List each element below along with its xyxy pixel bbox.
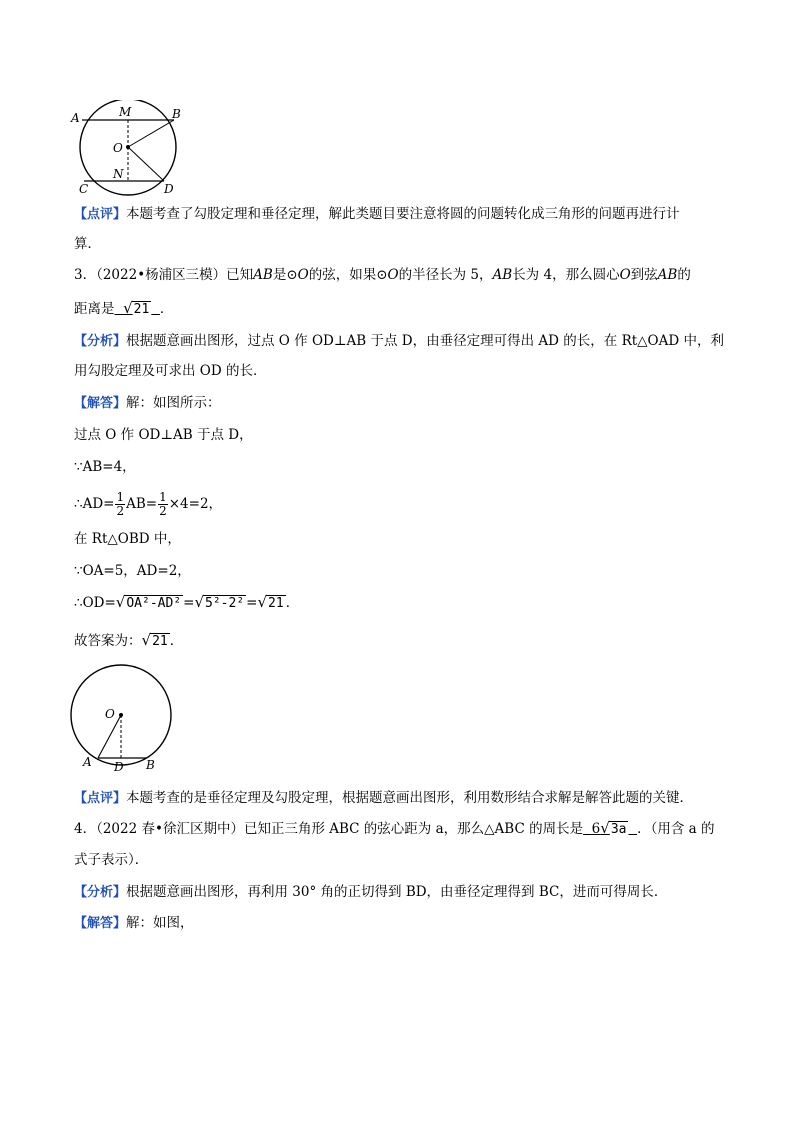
solution3-intro-text: 解：如图所示： bbox=[126, 395, 221, 411]
solution3-step3 bbox=[74, 487, 222, 521]
solution-tag: 【解答】 bbox=[74, 916, 127, 931]
problem3-line2-suffix: ． bbox=[159, 301, 174, 317]
fraction-num: 1 bbox=[116, 490, 125, 504]
problem3-number: 3． bbox=[74, 267, 97, 283]
step6-end: ． bbox=[285, 595, 300, 611]
figure-circle-chords bbox=[66, 100, 196, 200]
step2-text: ∵AB=4， bbox=[74, 459, 136, 475]
radical-3: 21 bbox=[268, 596, 284, 611]
segment-ob bbox=[128, 120, 174, 147]
solution4-text: 解：如图， bbox=[126, 915, 194, 931]
fraction-den: 2 bbox=[159, 504, 167, 518]
answer-value: 21 bbox=[133, 302, 150, 317]
comment1-text: 本题考查了勾股定理和垂径定理，解此类题目要注意将圆的问题转化成三角形的问题再进行计 bbox=[126, 206, 680, 222]
answer-blank: 6√3a bbox=[591, 819, 627, 837]
answer-coef: 6 bbox=[591, 821, 601, 837]
label-b: B bbox=[172, 107, 181, 121]
solution3-intro bbox=[74, 394, 221, 413]
problem3-t5: 长为 4，那么圆心 bbox=[512, 267, 620, 283]
fraction-num: 1 bbox=[159, 490, 167, 504]
equals: = bbox=[183, 595, 195, 611]
problem3-t6: 到弦 bbox=[630, 267, 658, 283]
var-ab: AB bbox=[492, 267, 513, 283]
answer-end: ． bbox=[169, 633, 184, 649]
var-o: O bbox=[619, 267, 631, 283]
problem3-t2: 是⊙ bbox=[272, 267, 298, 283]
problem4-text2: ．（用含 a 的 bbox=[637, 821, 715, 837]
step5-text: ∵OA=5，AD=2， bbox=[74, 563, 191, 579]
step1-text: 过点 O 作 OD⊥AB 于点 D， bbox=[74, 427, 253, 443]
center-point bbox=[119, 713, 123, 717]
label-o: O bbox=[105, 707, 115, 721]
problem3-line1 bbox=[74, 266, 691, 284]
analysis4-line bbox=[74, 883, 667, 902]
solution3-step4 bbox=[74, 530, 181, 548]
step6-a: ∴OD= bbox=[74, 595, 116, 611]
problem4-line2 bbox=[74, 851, 148, 869]
step3-a: ∴AD= bbox=[74, 496, 115, 512]
answer-radical: 3a bbox=[610, 822, 627, 837]
fraction-half bbox=[115, 491, 125, 518]
fraction-half bbox=[158, 491, 168, 518]
var-o: O bbox=[297, 267, 309, 283]
solution3-step5 bbox=[74, 562, 191, 580]
problem3-line2 bbox=[74, 299, 173, 318]
problem4-line1 bbox=[74, 819, 714, 838]
segment-oa bbox=[98, 715, 121, 758]
radical-1: OA²-AD² bbox=[126, 596, 182, 611]
comment-tag: 【点评】 bbox=[74, 791, 127, 806]
problem3-t4: 的半径长为 5， bbox=[398, 267, 493, 283]
analysis3-text2: 用勾股定理及可求出 OD 的长． bbox=[74, 363, 267, 379]
problem3-t1: 已知 bbox=[226, 267, 254, 283]
comment1-text2: 算． bbox=[74, 236, 101, 252]
analysis-tag: 【分析】 bbox=[74, 334, 127, 349]
solution-tag: 【解答】 bbox=[74, 396, 127, 411]
var-ab: AB bbox=[253, 267, 273, 283]
answer-blank: √21 bbox=[123, 299, 150, 317]
solution4-line bbox=[74, 914, 194, 933]
solution3-step1 bbox=[74, 426, 253, 444]
problem3-line2-prefix: 距离是 bbox=[74, 301, 115, 317]
center-point bbox=[126, 145, 130, 149]
equals: = bbox=[246, 595, 258, 611]
answer-radical: 21 bbox=[152, 634, 168, 649]
label-n: N bbox=[113, 167, 124, 181]
var-o: O bbox=[387, 267, 399, 283]
var-ab: AB bbox=[657, 267, 678, 283]
comment1-line2 bbox=[74, 235, 101, 253]
label-b: B bbox=[146, 758, 155, 772]
label-d: D bbox=[114, 760, 124, 774]
answer-prefix: 故答案为： bbox=[74, 633, 142, 649]
problem4-number: 4． bbox=[74, 821, 97, 837]
label-d: D bbox=[164, 182, 174, 196]
label-a: A bbox=[83, 755, 92, 769]
label-o: O bbox=[113, 141, 123, 155]
figure-circle-chord-od bbox=[66, 660, 186, 775]
problem3-source: （2022•杨浦区三模） bbox=[96, 267, 227, 283]
problem4-text1: 已知正三角形 ABC 的弦心距为 a，那么△ABC 的周长是 bbox=[243, 821, 584, 837]
solution3-step6: ∴OD=√OA²-AD² =√5²-2² =√21 ． bbox=[74, 593, 300, 611]
step3-c: ×4=2， bbox=[168, 496, 223, 512]
step4-text: 在 Rt△OBD 中， bbox=[74, 531, 181, 547]
analysis-tag: 【分析】 bbox=[74, 885, 127, 900]
analysis3-line2 bbox=[74, 362, 266, 380]
analysis4-text: 根据题意画出图形，再利用 30° 角的正切得到 BD，由垂径定理得到 BC，进而可得周长． bbox=[126, 884, 668, 900]
problem4-line2-text: 式子表示）． bbox=[74, 852, 149, 868]
segment-od bbox=[128, 147, 164, 181]
comment3-line bbox=[74, 789, 693, 808]
problem3-t7: 的 bbox=[677, 267, 691, 283]
problem4-source: （2022 春•徐汇区期中） bbox=[96, 821, 244, 837]
label-c: C bbox=[79, 182, 89, 196]
step3-b: AB= bbox=[126, 496, 158, 512]
solution3-answer: 故答案为：√21 ． bbox=[74, 631, 184, 649]
comment3-text: 本题考查的是垂径定理及勾股定理，根据题意画出图形，利用数形结合求解是解答此题的关键． bbox=[126, 790, 694, 806]
analysis3-text1: 根据题意画出图形，过点 O 作 OD⊥AB 于点 D，由垂径定理可得出 AD 的长，在 Rt△OAD 中，利 bbox=[126, 333, 724, 349]
comment1-line1 bbox=[74, 205, 680, 224]
radical-2: 5²-2² bbox=[205, 596, 245, 611]
solution3-step2 bbox=[74, 458, 136, 476]
fraction-den: 2 bbox=[116, 504, 125, 518]
label-m: M bbox=[119, 105, 132, 119]
problem3-t3: 的弦，如果⊙ bbox=[308, 267, 388, 283]
comment-tag: 【点评】 bbox=[74, 207, 127, 222]
analysis3-line1 bbox=[74, 332, 724, 351]
label-a: A bbox=[71, 111, 80, 125]
